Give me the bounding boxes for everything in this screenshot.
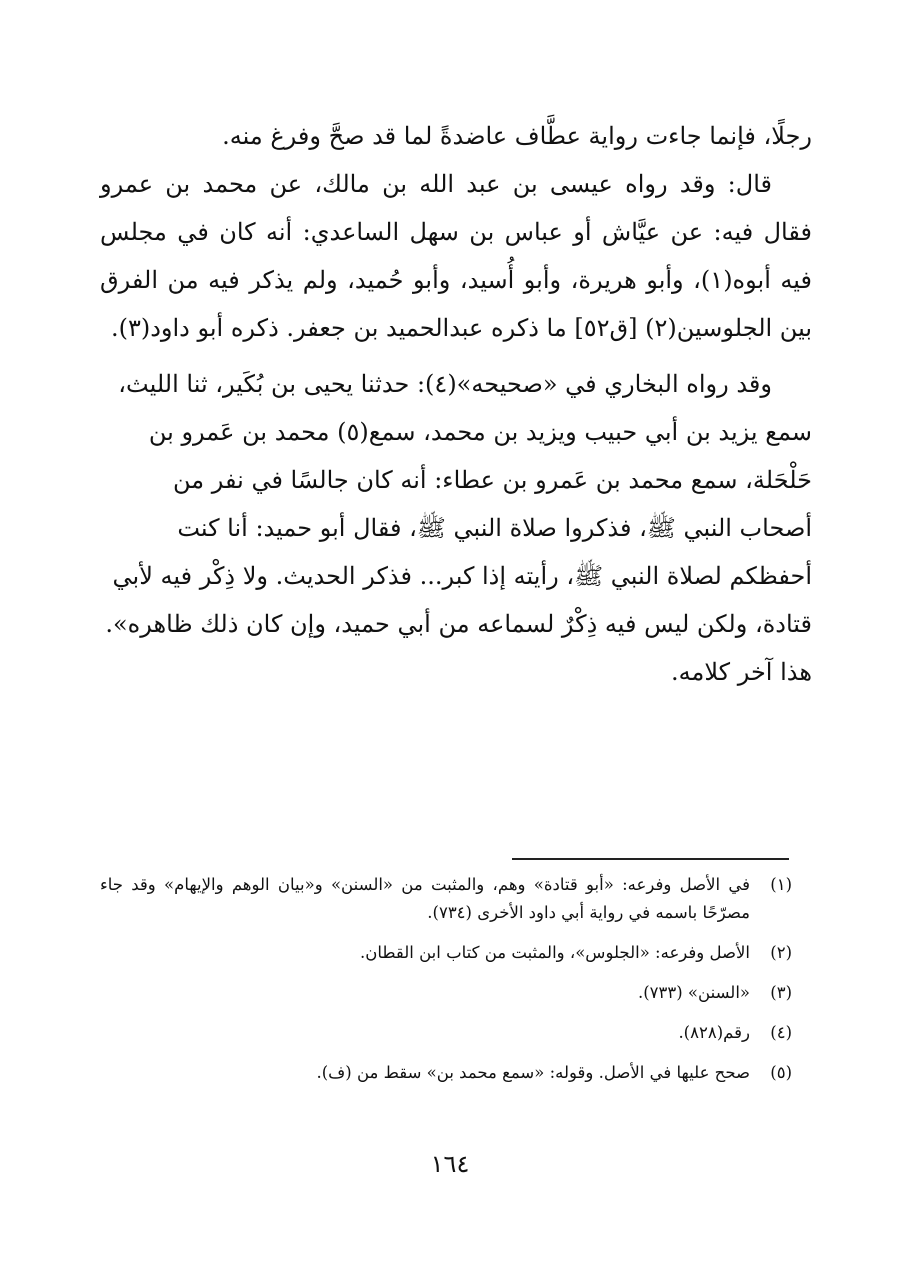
footnotes [100, 871, 792, 1099]
footnote-text: رقم(٨٢٨). [678, 1023, 750, 1042]
footnote-1 [100, 871, 792, 927]
paragraph-3: وقد رواه البخاري في «صحيحه»(٤): حدثنا يحيى بن بُكَير، ثنا الليث، سمع يزيد بن أبي حبيب ويزيد بن محمد، سمع(٥) محمد بن عَمرو بن حَلْحَلة، سمع محمد بن عَمرو بن عطاء: أنه كان جالسًا في نفر من أصحاب النبي ﷺ، فذكروا صلاة النبي ﷺ، فقال أبو حميد: أنا كنت أحفظكم لصلاة النبي ﷺ، رأيته إذا كبر... فذكر الحديث. ولا ذِكْر فيه لأبي قتادة، ولكن ليس فيه ذِكْرٌ لسماعه من أبي حميد، وإن كان ذلك ظاهره». هذا آخر كلامه. [105, 370, 812, 686]
footnote-4 [100, 1019, 792, 1047]
footnote-text: في الأصل وفرعه: «أبو قتادة» وهم، والمثبت من «السنن» و«بيان الوهم والإيهام» وقد جاء مصرّحًا باسمه في رواية أبي داود الأخرى (٧٣٤). [100, 875, 750, 922]
footnote-text: صحح عليها في الأصل. وقوله: «سمع محمد بن» سقط من (ف). [316, 1063, 750, 1082]
footnote-number: (٤) [770, 1023, 792, 1042]
footnote-text: الأصل وفرعه: «الجلوس»، والمثبت من كتاب ابن القطان. [359, 943, 750, 962]
paragraph-2: قال: وقد رواه عيسى بن عبد الله بن مالك، عن محمد بن عمرو فقال فيه: عن عيَّاش أو عباس بن سهل الساعدي: أنه كان في مجلس فيه أبوه(١)، وأبو هريرة، وأبو أُسيد، وأبو حُميد، ولم يذكر فيه من الفرق بين الجلوسين(٢) [ق٥٢] ما ذكره عبدالحميد بن جعفر. ذكره أبو داود(٣). [100, 170, 812, 342]
footnote-number: (٥) [770, 1063, 792, 1082]
page-number: ١٦٤ [430, 1150, 470, 1178]
footnote-separator [512, 858, 789, 860]
footnote-text: «السنن» (٧٣٣). [637, 983, 750, 1002]
footnote-number: (٣) [770, 983, 792, 1002]
footnote-number: (١) [770, 875, 792, 894]
paragraph-1: رجلًا، فإنما جاءت رواية عطَّاف عاضدةً لما قد صحَّ وفرغ منه. [222, 122, 812, 150]
footnote-5 [100, 1059, 792, 1087]
main-text [100, 112, 812, 696]
footnote-3 [100, 979, 792, 1007]
footnote-number: (٢) [770, 943, 792, 962]
footnote-2 [100, 939, 792, 967]
